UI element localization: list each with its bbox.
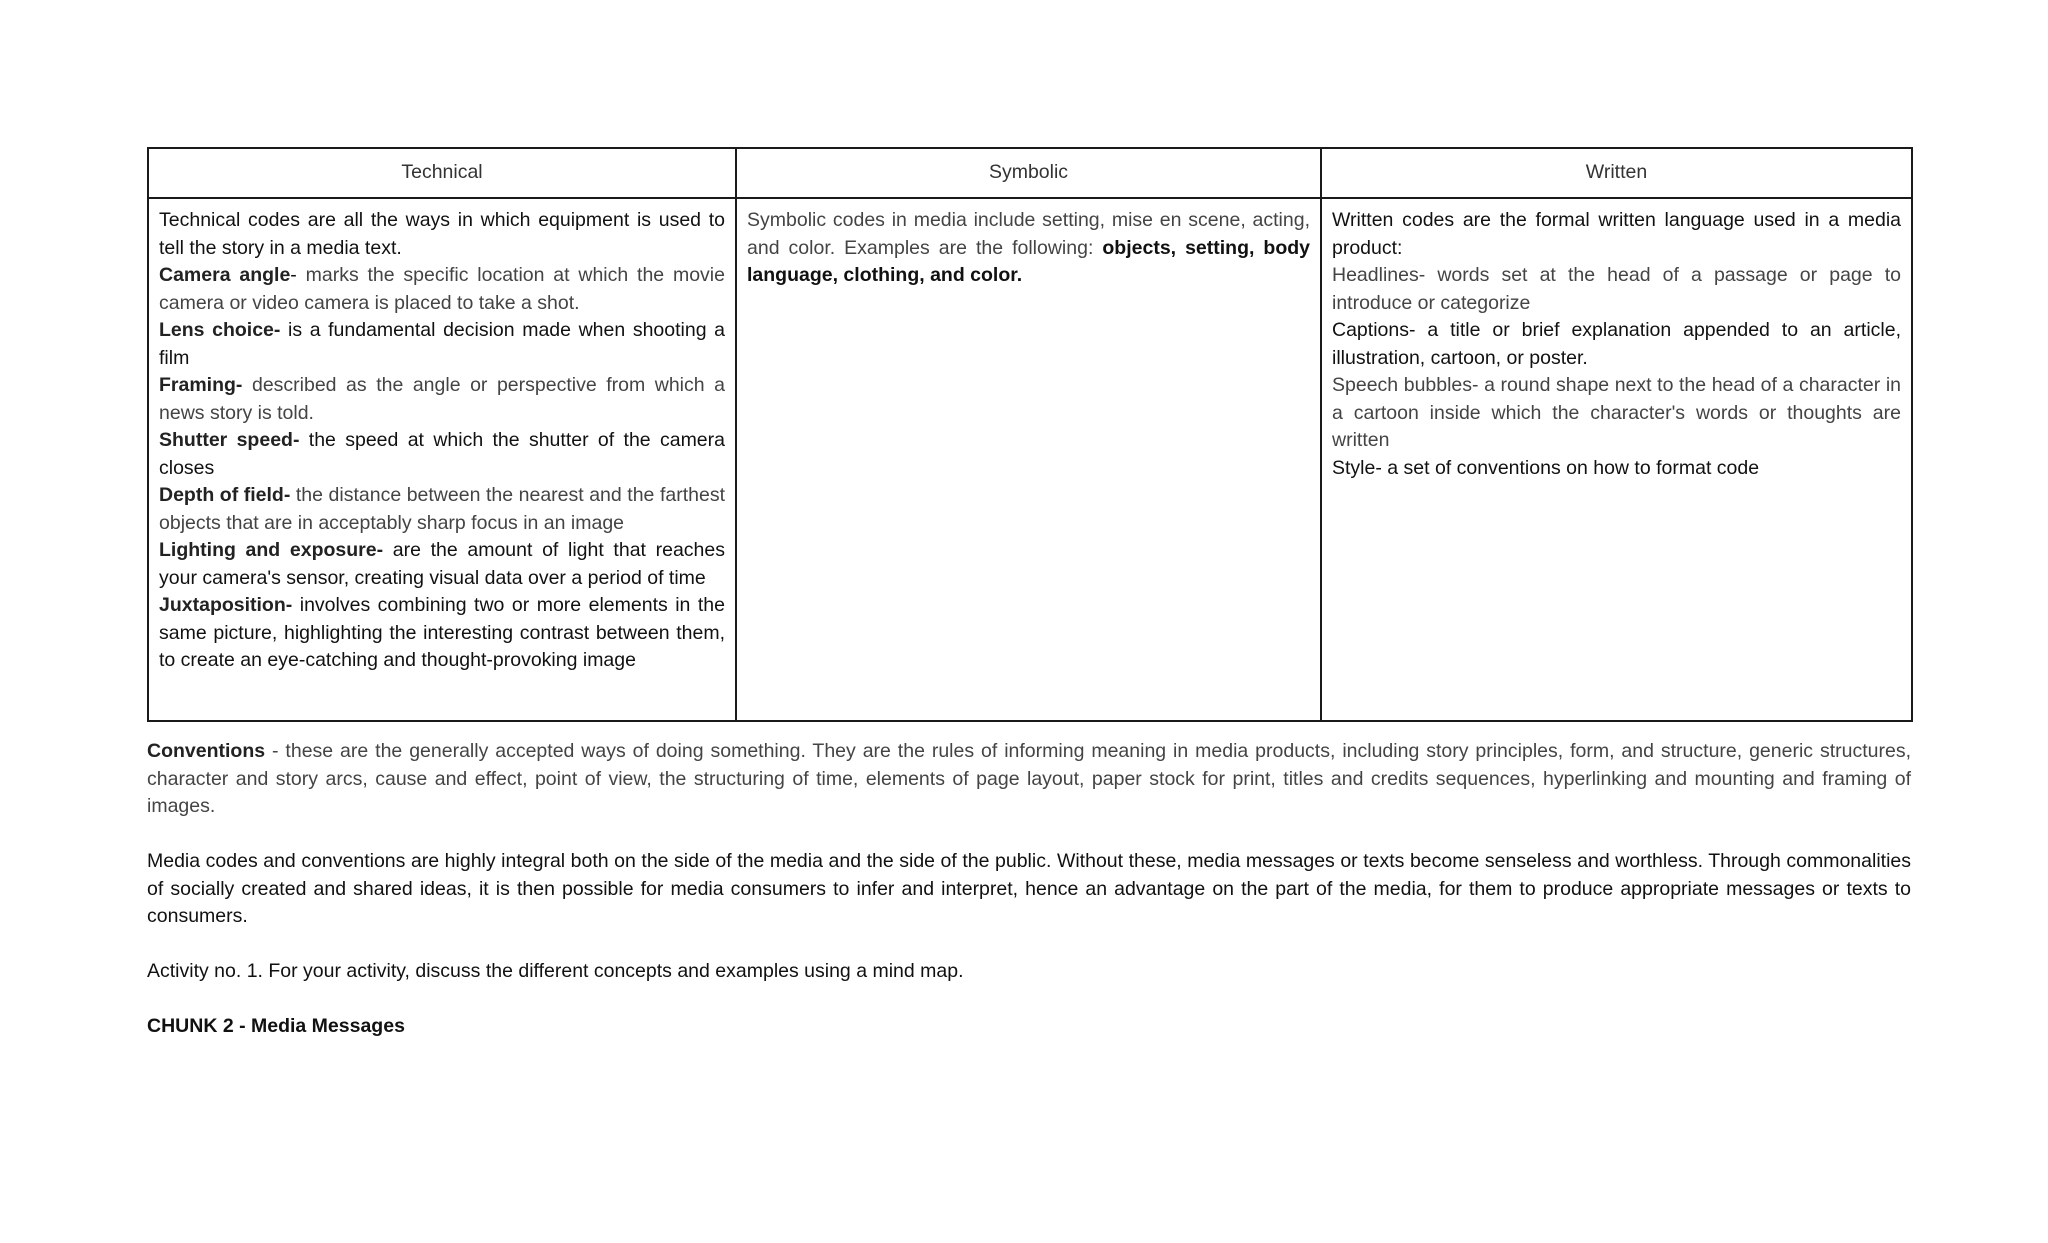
media-codes-table <box>147 147 1913 722</box>
technical-intro: Technical codes are all the ways in which equipment is used to tell the story in a media text. <box>159 209 725 259</box>
header-technical: Technical <box>148 148 736 198</box>
conventions-paragraph <box>147 738 1911 821</box>
chunk-heading: CHUNK 2 - Media Messages <box>147 1015 405 1037</box>
header-symbolic: Symbolic <box>736 148 1321 198</box>
technical-item <box>159 537 725 592</box>
term-separator <box>299 429 308 451</box>
technical-term: Lighting and exposure- <box>159 539 384 561</box>
conventions-term: Conventions <box>147 740 266 762</box>
term-separator <box>280 319 288 341</box>
media-paragraph: Media codes and conventions are highly integral both on the side of the media and the side of the public. Without these, media messages or texts become senseless and worthless. Through commonalities of socially created and shared ideas, it is then possible for media consumers to infer and interpret, hence an advantage on the part of the media, for them to produce appropriate messages or texts to consumers. <box>147 850 1911 927</box>
technical-definition: is a fundamental decision made when shooting a film <box>159 319 725 369</box>
header-written: Written <box>1321 148 1912 198</box>
technical-definition: the distance between the nearest and the farthest objects that are in acceptably sharp focus in an image <box>159 484 725 534</box>
technical-cell <box>148 198 736 721</box>
term-separator <box>292 594 299 616</box>
term-separator <box>383 539 393 561</box>
conventions-text: - these are the generally accepted ways of doing something. They are the rules of informing meaning in media products, including story principles, form, and structure, generic structures, character and story arcs, cause and effect, point of view, the structuring of time, elements of page layout, paper stock for print, titles and credits sequences, hyperlinking and mounting and framing of images. <box>147 740 1911 817</box>
written-item: Headlines- words set at the head of a passage or page to introduce or categorize <box>1332 264 1901 314</box>
written-item: Captions- a title or brief explanation appended to an article, illustration, cartoon, or poster. <box>1332 319 1901 369</box>
technical-definition: are the amount of light that reaches your camera's sensor, creating visual data over a period of time <box>159 539 725 589</box>
technical-definition: the speed at which the shutter of the camera closes <box>159 429 725 479</box>
technical-definition: described as the angle or perspective from which a news story is told. <box>159 374 725 424</box>
technical-term: Framing- <box>159 374 243 396</box>
technical-term: Depth of field- <box>159 484 291 506</box>
table-header-row <box>148 148 1912 198</box>
activity-text: Activity no. 1. For your activity, discuss the different concepts and examples using a mind map. <box>147 960 964 982</box>
technical-term: Camera angle <box>159 264 291 286</box>
technical-term: Lens choice- <box>159 319 281 341</box>
symbolic-cell <box>736 198 1321 721</box>
technical-item <box>159 372 725 427</box>
technical-item <box>159 482 725 537</box>
written-item: Style- a set of conventions on how to format code <box>1332 456 1760 479</box>
symbolic-examples: objects, setting, body language, clothing, and color. <box>747 236 1311 286</box>
technical-term: Shutter speed- <box>159 429 300 451</box>
written-item: Speech bubbles- a round shape next to the head of a character in a cartoon inside which the character's words or thoughts are written <box>1332 374 1901 451</box>
symbolic-text: Symbolic codes in media include setting, mise en scene, acting, and color. Examples are the following: <box>747 209 1310 259</box>
written-cell <box>1321 198 1912 721</box>
technical-item <box>159 592 725 675</box>
written-intro: Written codes are the formal written language used in a media product: <box>1332 209 1901 259</box>
table-content-row <box>148 198 1912 721</box>
technical-item <box>159 262 725 317</box>
term-separator <box>242 374 252 396</box>
technical-term: Juxtaposition- <box>159 594 293 616</box>
technical-item <box>159 317 725 372</box>
technical-definition: marks the specific location at which the movie camera or video camera is placed to take a shot. <box>159 264 725 314</box>
technical-definition: involves combining two or more elements in the same picture, highlighting the interesting contrast between them, to create an eye-catching and thought-provoking image <box>159 594 725 671</box>
term-separator: - <box>290 264 306 286</box>
technical-item <box>159 427 725 482</box>
